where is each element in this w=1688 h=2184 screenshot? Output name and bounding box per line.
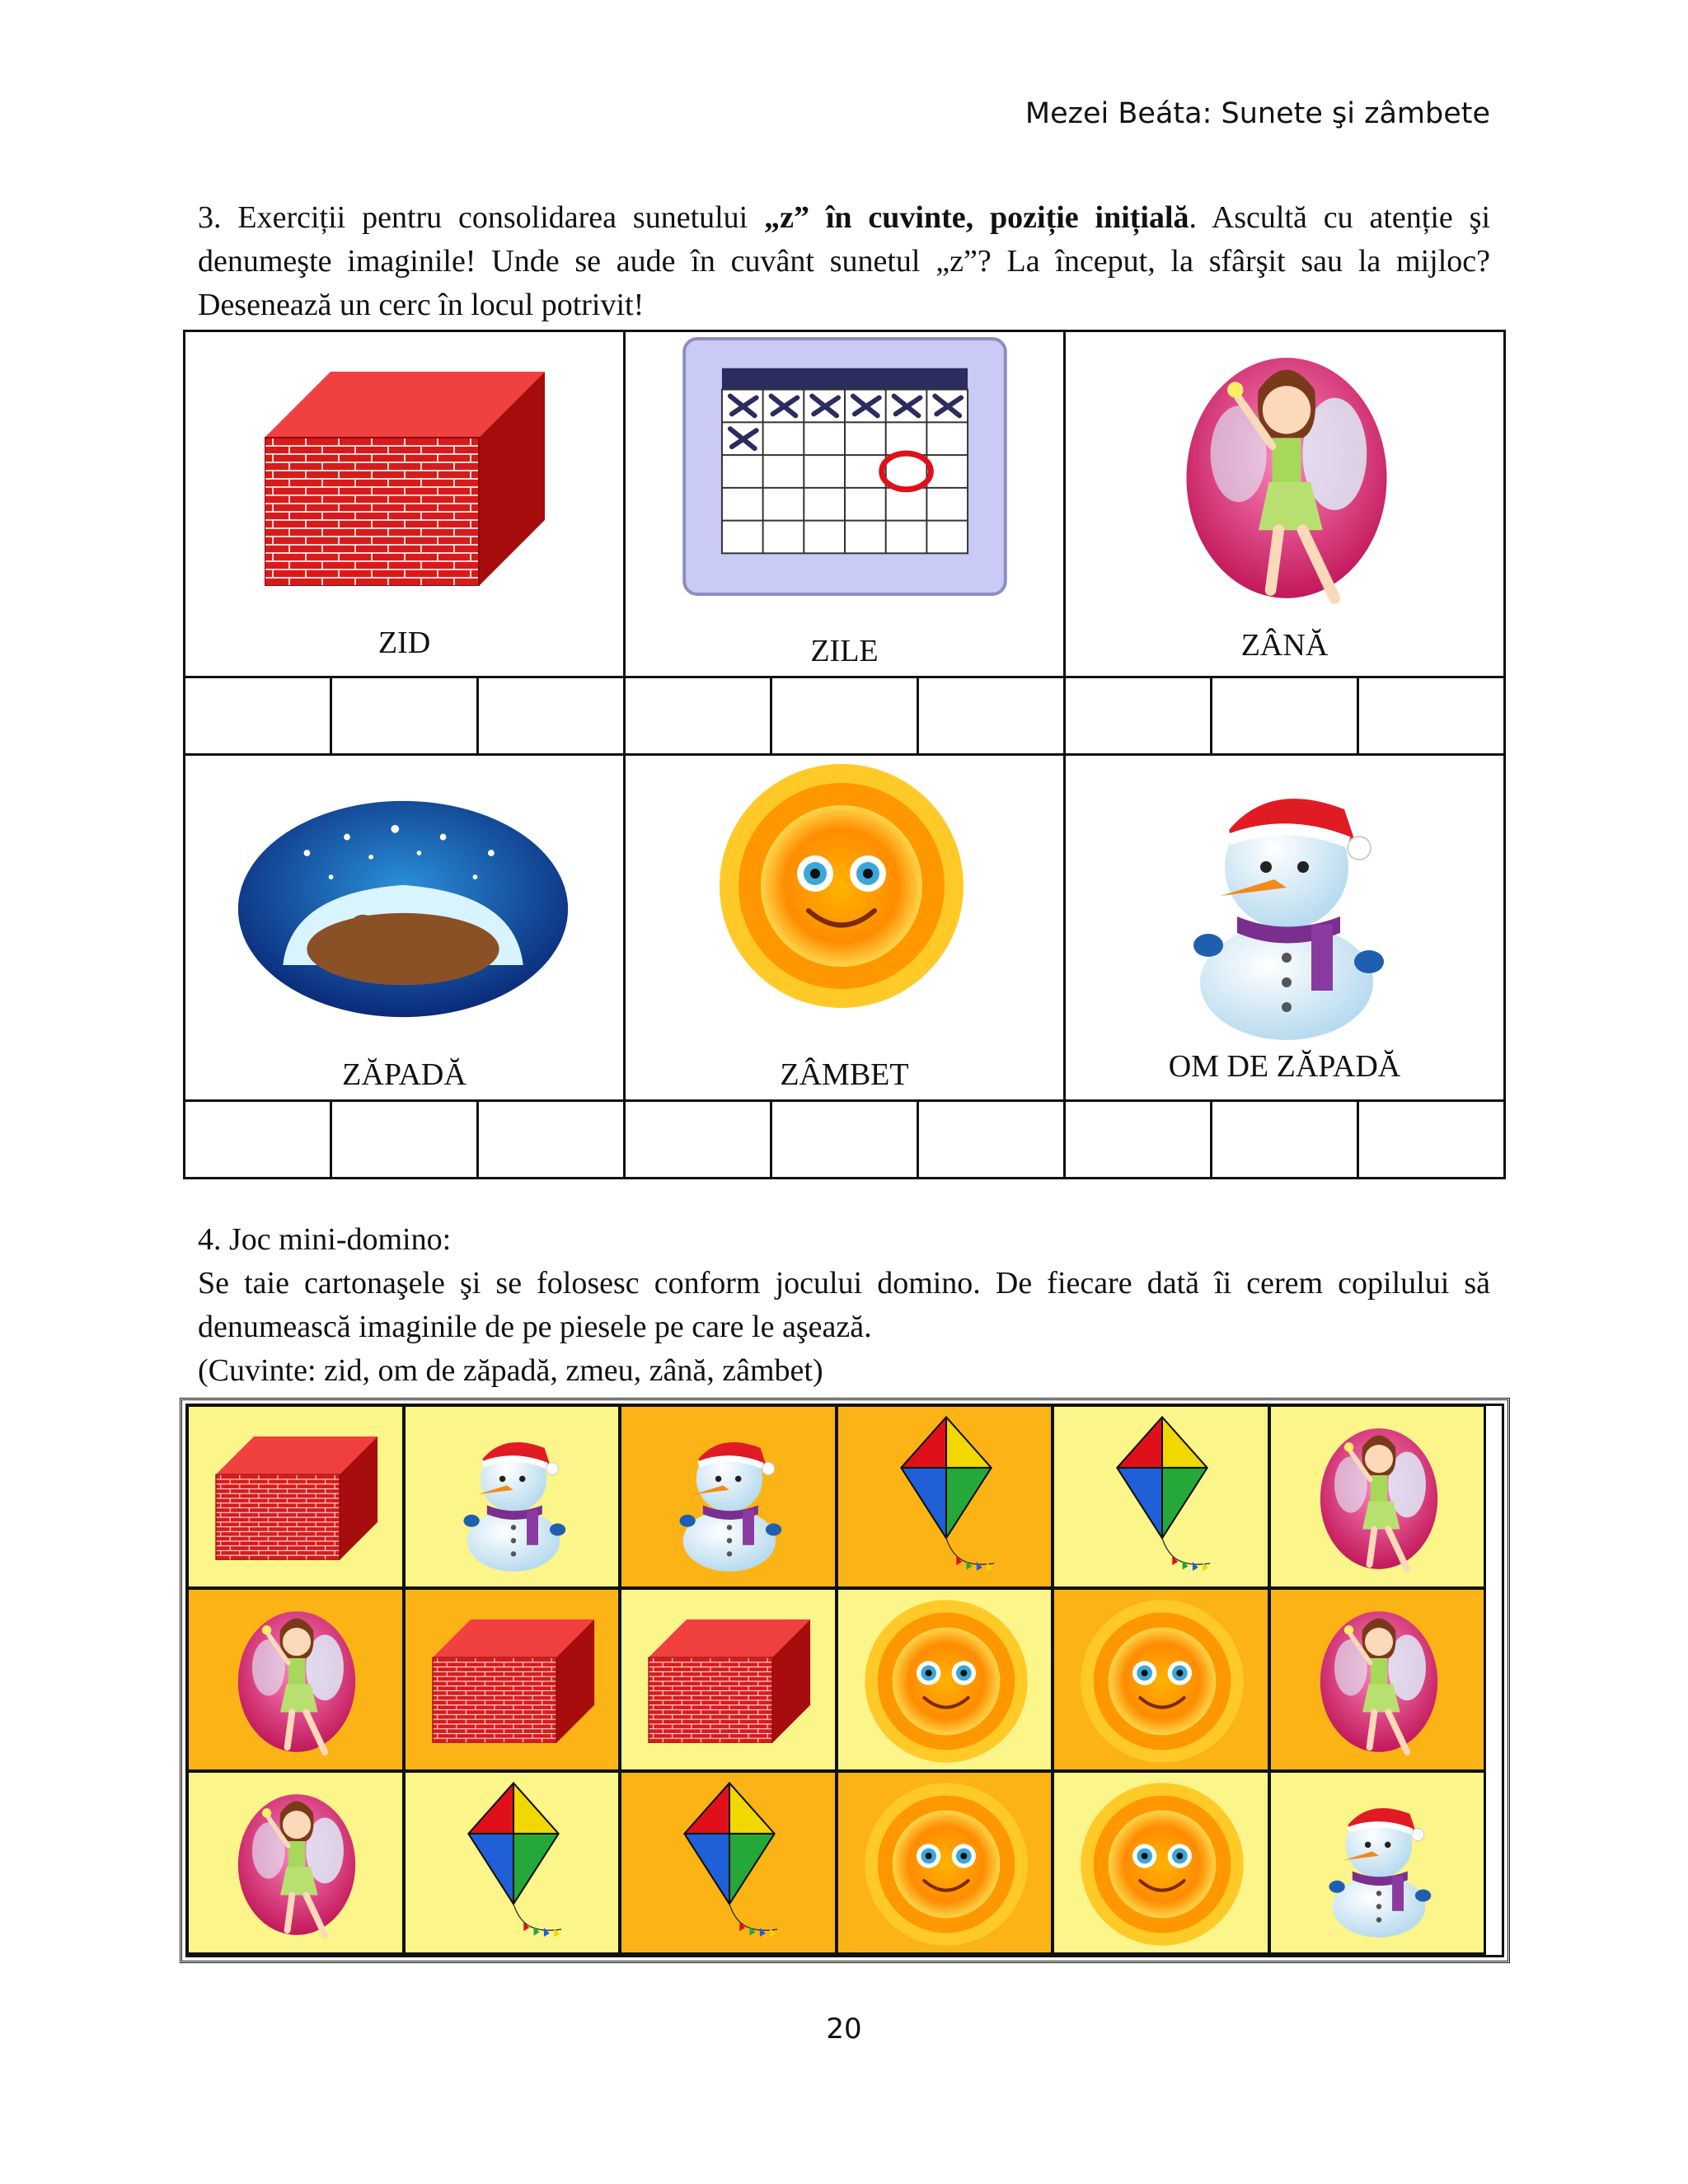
answer-box[interactable] (917, 1099, 1066, 1179)
smiling-sun-icon (864, 1782, 1029, 1947)
domino-half-tile (186, 1770, 405, 1955)
exercise-4-instructions: Se taie cartonaşele şi se folosesc conform jocului domino. De fiecare dată îi cerem copilului să denumească imaginile de pe piesele pe care le aşează. (198, 1266, 1490, 1344)
answer-box[interactable] (623, 676, 772, 756)
smiling-sun-icon (718, 762, 965, 1010)
word-label: ZID (377, 626, 431, 660)
kite-icon (672, 1780, 787, 1949)
smiling-sun-icon (1080, 1782, 1245, 1947)
answer-box[interactable] (476, 1099, 626, 1179)
domino-half-tile (1268, 1770, 1487, 1955)
snowman-icon (668, 1422, 791, 1575)
brick-wall-icon (214, 1436, 379, 1560)
smiling-sun-icon (1080, 1599, 1245, 1764)
running-header: Mezei Beáta: Sunete şi zâmbete (1025, 97, 1490, 130)
fairy-icon (1179, 334, 1394, 622)
answer-box[interactable] (476, 676, 626, 756)
kite-icon (889, 1414, 1004, 1583)
domino-half-tile (836, 1587, 1054, 1772)
snowman-icon (1171, 764, 1402, 1044)
domino-half-tile (1268, 1404, 1487, 1589)
snowman-icon (1317, 1788, 1441, 1941)
word-label: OM DE ZĂPADĂ (1168, 1049, 1401, 1084)
fairy-icon (235, 1597, 359, 1766)
domino-half-tile (619, 1404, 837, 1589)
domino-half-tile (1052, 1587, 1270, 1772)
domino-half-tile (836, 1770, 1054, 1955)
fairy-icon (1317, 1597, 1441, 1766)
answer-box[interactable] (1357, 676, 1506, 756)
picture-cell-zana (1063, 330, 1506, 678)
calendar-icon (680, 335, 1010, 598)
domino-half-tile (619, 1587, 837, 1772)
brick-wall-icon (265, 372, 545, 586)
answer-box[interactable] (183, 676, 332, 756)
picture-cell-zapada (183, 753, 626, 1102)
answer-box[interactable] (330, 676, 479, 756)
domino-half-tile (186, 1587, 405, 1772)
picture-cell-zile (623, 330, 1066, 678)
domino-half-tile (1052, 1770, 1270, 1955)
word-label: ZÂNĂ (1240, 628, 1329, 663)
answer-box[interactable] (917, 676, 1066, 756)
answer-box[interactable] (330, 1099, 479, 1179)
answer-box[interactable] (770, 1099, 919, 1179)
brick-wall-icon (647, 1619, 812, 1743)
exercise-4-words: (Cuvinte: zid, om de zăpadă, zmeu, zână, zâmbet) (198, 1353, 823, 1388)
exercise-3-text-bold: „z” în cuvinte, poziție inițială (764, 200, 1189, 235)
brick-wall-icon (431, 1619, 596, 1743)
kite-icon (1104, 1414, 1220, 1583)
domino-half-tile (1268, 1587, 1487, 1772)
exercise-3-text-end: . Ascultă cu atenție şi denumeşte imaginile! Unde se aude în cuvânt sunetul „z”? La început, la sfârşit sau la mijloc? Desenează un cerc în locul potrivit! (198, 200, 1490, 322)
domino-half-tile (836, 1404, 1054, 1589)
exercise-4-title: 4. Joc mini-domino: (198, 1222, 452, 1257)
domino-half-tile (403, 1587, 621, 1772)
picture-cell-zambet (623, 753, 1066, 1102)
fairy-icon (1317, 1414, 1441, 1583)
domino-half-tile (1052, 1404, 1270, 1589)
domino-half-tile (186, 1404, 405, 1589)
answer-box[interactable] (623, 1099, 772, 1179)
page-number: 20 (826, 2013, 862, 2046)
exercise-3-instructions (198, 196, 1490, 327)
snowman-icon (452, 1422, 575, 1575)
snowy-bear-den-icon (233, 797, 573, 1021)
domino-half-tile (619, 1770, 837, 1955)
exercise-3-text-start: 3. Exerciții pentru consolidarea sunetului (198, 200, 765, 235)
smiling-sun-icon (864, 1599, 1029, 1764)
answer-box[interactable] (1357, 1099, 1506, 1179)
answer-box[interactable] (1210, 1099, 1359, 1179)
picture-cell-om-de-zapada (1063, 753, 1506, 1102)
answer-box[interactable] (770, 676, 919, 756)
word-label: ZILE (810, 634, 879, 668)
answer-box[interactable] (1210, 676, 1359, 756)
fairy-icon (235, 1780, 359, 1949)
domino-half-tile (403, 1404, 621, 1589)
answer-box[interactable] (1063, 676, 1212, 756)
answer-box[interactable] (183, 1099, 332, 1179)
word-label: ZÂMBET (780, 1057, 909, 1092)
answer-box[interactable] (1063, 1099, 1212, 1179)
picture-cell-zid (183, 330, 626, 678)
word-label: ZĂPADĂ (342, 1057, 467, 1092)
domino-half-tile (403, 1770, 621, 1955)
kite-icon (456, 1780, 571, 1949)
